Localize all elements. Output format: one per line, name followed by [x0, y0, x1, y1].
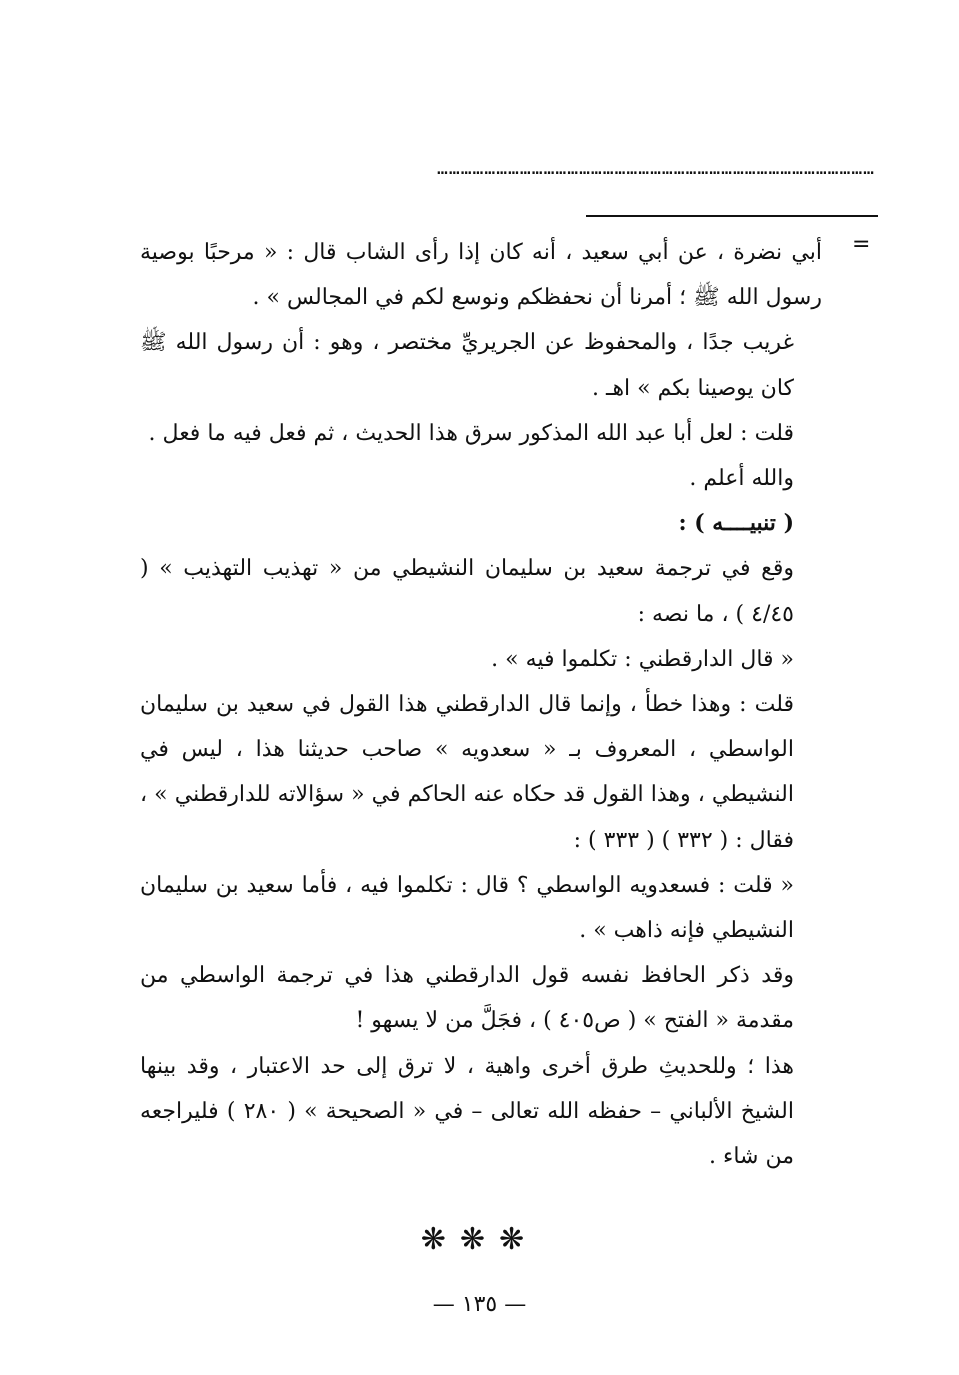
paragraph-tahdhib: وقع في ترجمة سعيد بن سليمان النشيطي من « تهذيب التهذيب » ( ٤/٤٥ ) ، ما نصه : [140, 556, 794, 627]
paragraph-closing: هذا ؛ وللحديثِ طرق أخرى واهية ، لا ترق إلى حد الاعتبار ، وقد بينها الشيخ الألباني – حفظه الله تعالى – في « الصحيحة » ( ٢٨٠ ) فليراجعه من شاء . [140, 1053, 794, 1170]
footnote-rule [586, 215, 878, 217]
paragraph-gharib: غريب جدًا ، والمحفوظ عن الجريريِّ مختصر ، وهو : أن رسول الله ﷺ كان يوصينا بكم » اهـ . [140, 330, 794, 401]
paragraph-daraqutni-quote: « قال الدارقطني : تكلموا فيه » . [491, 646, 794, 672]
paragraph-hadith-text: أبي نضرة ، عن أبي سعيد ، أنه كان إذا رأى الشاب قال : « مرحبًا بوصية رسول الله ﷺ ؛ أمرنا أن نحفظكم ونوسع لكم في المجالس » . [140, 240, 822, 311]
continuation-mark: = [852, 232, 871, 257]
paragraph-allah-alam: والله أعلم . [689, 466, 794, 492]
footnote-body [140, 230, 822, 1179]
section-ornament: ❋❋❋ [420, 1222, 539, 1257]
paragraph-qultu-2: قلت : وهذا خطأ ، وإنما قال الدارقطني هذا القول في سعيد بن سليمان الواسطي ، المعروف بـ « سعدويه » صاحب حديثنا هذا ، ليس في النشيطي ، وهذا القول قد حكاه عنه الحاكم في « سؤالاته للدارقطني » ، فقال : ( ٣٣٢ ) ( ٣٣٣ ) : [140, 692, 794, 853]
page-number: — ١٣٥ — [432, 1292, 527, 1317]
paragraph-tanbih-heading: ( تنبيــــه ) : [678, 510, 794, 537]
paragraph-suwalat-quote: « قلت : فسعدويه الواسطي ؟ قال : تكلموا فيه ، فأما سعيد بن سليمان النشيطي فإنه ذاهب » . [140, 872, 794, 944]
paragraph-hafiz: وقد ذكر الحافظ نفسه قول الدارقطني هذا في ترجمة الواسطي من مقدمة « الفتح » ( ص٤٠٥ ) ، فجَلَّ من لا يسهو ! [140, 963, 794, 1034]
separator-dots: ………………………………………………………………………………………………… [437, 158, 875, 179]
paragraph-qultu-1: قلت : لعل أبا عبد الله المذكور سرق هذا الحديث ، ثم فعل فيه ما فعل . [148, 420, 794, 446]
